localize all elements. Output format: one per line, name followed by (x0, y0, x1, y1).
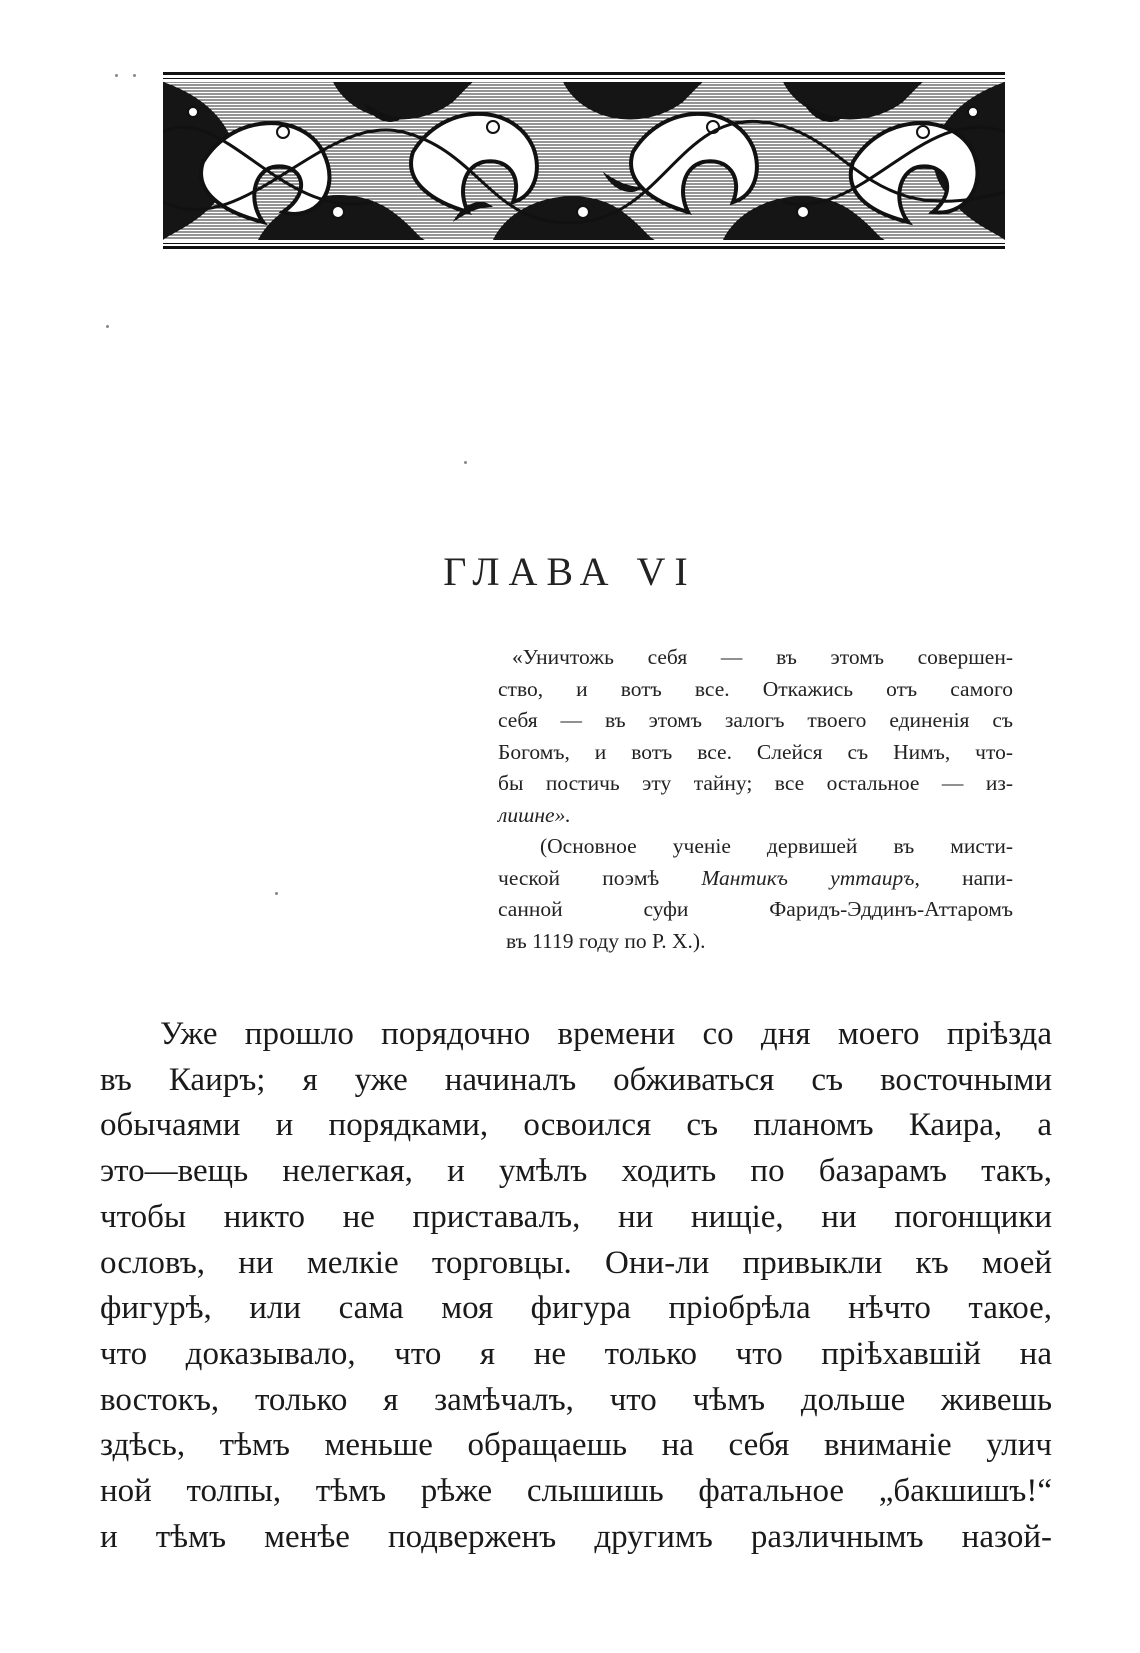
epigraph-source-line: (Основное ученіе дервишей въ мисти- (540, 834, 1013, 858)
body-line: обычаями и порядками, освоился съ планомъ Каира, а (100, 1107, 1052, 1144)
body-line: и тѣмъ менѣе подверженъ другимъ различнымъ назой- (100, 1518, 1052, 1555)
decorative-ornament-headpiece (163, 72, 1005, 250)
chapter-title: ГЛАВА VI (443, 549, 697, 594)
epigraph-source-text: ческой поэмѣ (498, 865, 702, 890)
body-line: въ Каиръ; я уже начиналъ обживаться съ восточными (100, 1061, 1052, 1098)
body-line: Уже прошло порядочно времени со дня моего пріѣзда (160, 1016, 1052, 1052)
body-line: фигурѣ, или сама моя фигура пріобрѣла нѣчто такое, (100, 1290, 1052, 1327)
epigraph-source-line: санной суфи Фаридъ-Эддинъ-Аттаромъ (498, 897, 1013, 921)
epigraph-quote (498, 642, 1013, 831)
body-paragraph (100, 1012, 1052, 1560)
epigraph-source (498, 831, 1013, 957)
epigraph-quote-line: ство, и вотъ все. Откажись отъ самого (498, 676, 1013, 701)
body-line: это—вещь нелегкая, и умѣлъ ходить по базарамъ такъ, (100, 1153, 1052, 1190)
epigraph-quote-line: бы постичь эту тайну; все остальное — из- (498, 771, 1013, 795)
print-speck (106, 325, 109, 328)
epigraph-quote-line: «Уничтожь себя — въ этомъ совершен- (512, 645, 1013, 669)
epigraph-quote-line: лишне». (498, 802, 571, 827)
body-line: здѣсь, тѣмъ меньше обращаешь на себя вниманіе улич (100, 1427, 1052, 1464)
body-line: востокъ, только я замѣчалъ, что чѣмъ дольше живешь (100, 1381, 1052, 1418)
print-speck (275, 892, 278, 895)
epigraph-source-line (498, 863, 1013, 895)
body-line: что доказывало, что я не только что пріѣхавшій на (100, 1335, 1052, 1372)
epigraph-source-text: , напи- (914, 865, 1013, 890)
epigraph (498, 642, 1013, 957)
epigraph-source-poem-title: Мантикъ уттаиръ (701, 865, 915, 890)
epigraph-quote-line: Богомъ, и вотъ все. Слейся съ Нимъ, что- (498, 739, 1013, 764)
epigraph-source-line: въ 1119 году по Р. Х.). (506, 928, 706, 953)
epigraph-quote-line: себя — въ этомъ залогъ твоего единенія съ (498, 708, 1013, 732)
body-line: ословъ, ни мелкіе торговцы. Они-ли привыкли къ моей (100, 1244, 1052, 1281)
body-line: ной толпы, тѣмъ рѣже слышишь фатальное „бакшишъ!“ (100, 1473, 1052, 1510)
print-speck (133, 74, 136, 77)
print-speck (115, 74, 118, 77)
print-speck (464, 461, 467, 464)
body-line: чтобы никто не приставалъ, ни нищіе, ни погонщики (100, 1198, 1052, 1235)
